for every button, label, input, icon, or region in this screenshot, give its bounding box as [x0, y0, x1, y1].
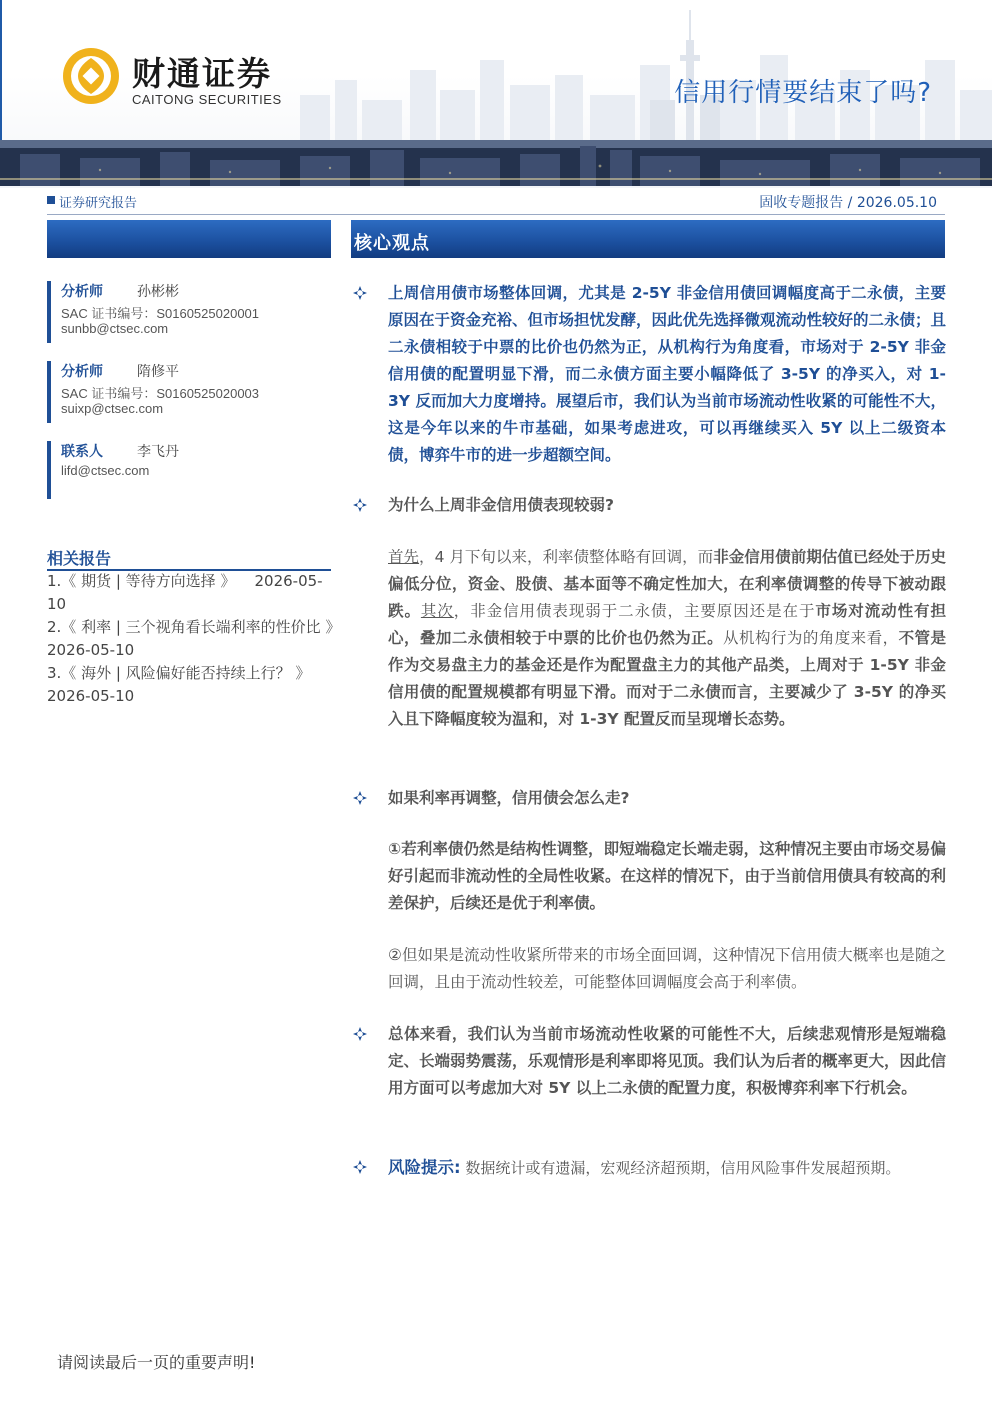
related-report-link[interactable] — [47, 570, 337, 616]
contact-email[interactable]: lifd@ctsec.com — [61, 463, 150, 478]
analyst-name: 孙彬彬 — [137, 284, 179, 300]
left-accent-line — [0, 0, 2, 140]
paragraph-keyword: 其次 — [420, 602, 454, 620]
related-reports-title: 相关报告 — [47, 549, 112, 568]
analyst-email[interactable]: sunbb@ctsec.com — [61, 321, 169, 336]
report-type-label: 证券研究报告 — [59, 196, 138, 211]
risk-notice — [388, 1154, 946, 1182]
diamond-bullet-icon — [352, 1026, 368, 1042]
header-banner — [0, 0, 992, 188]
footer-disclaimer: 请阅读最后一页的重要声明! — [57, 1353, 256, 1372]
related-report-title: 1.《 期货 | 等待方向选择 》 2026-05- — [47, 572, 323, 590]
related-report-date: 2026-05-10 — [47, 641, 135, 659]
scenario-one-paragraph: ①若利率债仍然是结构性调整，即短端稳定长端走弱，这种情况主要由市场交易偏好引起而非流动性的全局性收紧。在这样的情况下，由于当前信用债具有较高的利差保护，后续还是优于利率债。 — [388, 840, 947, 912]
analyst-cert: SAC 证书编号：S0160525020003 — [61, 386, 260, 401]
paragraph-text: ，非金信用债表现弱于二永债，主要原因还是在于 — [453, 602, 816, 620]
city-night-strip — [0, 140, 992, 186]
contact-card — [47, 441, 331, 499]
analyst-card-accent — [47, 281, 51, 343]
contact-card-accent — [47, 441, 51, 499]
logo-english-name: CAITONG SECURITIES — [132, 92, 282, 107]
paragraph-text: ，4 月下旬以来，利率债整体略有回调，而 — [419, 548, 714, 566]
paragraph-emphasis: 不管是作为交易盘主力的基金还是作为配置盘主力的其他产品类，上周对于 1-5Y 非金信用债的配置规模都有明显下滑。而对于二永债而言，主要减少了 3-5Y 的净买入且下降幅度较为温和，对 1-3Y 配置反而呈现增长态势。 — [388, 629, 946, 728]
analyst-name: 隋修平 — [137, 364, 179, 380]
core-view-title: 核心观点 — [354, 233, 430, 254]
analyst-email[interactable]: suixp@ctsec.com — [61, 401, 164, 416]
analyst-card — [47, 281, 331, 343]
related-report-title: 3.《 海外 | 风险偏好能否持续上行？ 》 — [47, 664, 311, 682]
analyst-card-accent — [47, 361, 51, 423]
paragraph-keyword: 首先 — [388, 548, 420, 566]
header-divider — [47, 214, 945, 215]
analysis-paragraph — [388, 544, 946, 733]
diamond-bullet-icon — [352, 790, 368, 806]
core-point-summary: 上周信用债市场整体回调，尤其是 2-5Y 非金信用债回调幅度高于二永债，主要原因在于资金充裕、但市场担忧发酵，因此优先选择微观流动性较好的二永债；且二永债相较于中票的比价也仍然为正，从机构行为角度看，市场对于 2-5Y 非金信用债的配置明显下滑，而二永债方面主要小幅降低了 3-5Y 的净买入，对 1-3Y 反而加大力度增持。展望后市，我们认为当前市场流动性收紧的可能性不大，这是今年以来的牛市基础，如果考虑进攻，可以再继续买入 5Y 以上二级资本债，博弈牛市的进一步超额空间。 — [388, 284, 947, 464]
diamond-bullet-icon — [352, 1159, 368, 1175]
analyst-cert: SAC 证书编号：S0160525020001 — [61, 306, 260, 321]
analyst-role: 分析师 — [61, 284, 103, 300]
contact-role: 联系人 — [61, 444, 103, 460]
question-heading: 为什么上周非金信用债表现较弱? — [388, 496, 614, 514]
related-report-link[interactable] — [47, 662, 337, 708]
paragraph-emphasis: 非金信用债前期估值已经处于历史偏低分位，资金、股债、基本面等不确定性加大，在利率债调整的传导下被动跟跌。 — [388, 548, 946, 620]
conclusion-paragraph: 总体来看，我们认为当前市场流动性收紧的可能性不大，后续悲观情形是短端稳定、长端弱势震荡，乐观情形是利率即将见顶。我们认为后者的概率更大，因此信用方面可以考虑加大对 5Y 以上二永债的配置力度，积极博弈利率下行机会。 — [388, 1025, 947, 1097]
related-report-title: 2.《 利率 | 三个视角看长端利率的性价比 》 — [47, 618, 341, 636]
risk-text: 数据统计或有遗漏，宏观经济超预期，信用风险事件发展超预期。 — [460, 1159, 901, 1177]
left-column-header-bar — [47, 220, 331, 258]
analyst-role: 分析师 — [61, 364, 103, 380]
diamond-bullet-icon — [352, 285, 368, 301]
risk-label: 风险提示: — [388, 1158, 461, 1177]
contact-name: 李飞丹 — [137, 444, 179, 460]
question-heading: 如果利率再调整，信用债会怎么走? — [388, 789, 630, 807]
related-report-date: 10 — [47, 595, 67, 613]
square-bullet-icon — [47, 196, 55, 204]
sub-header — [47, 192, 945, 212]
related-report-date: 2026-05-10 — [47, 687, 135, 705]
logo-chinese-name: 财通证券 — [132, 54, 272, 93]
caitong-coin-icon — [60, 44, 122, 108]
report-title: 信用行情要结束了吗? — [674, 78, 932, 108]
report-category-date: 固收专题报告 / 2026.05.10 — [759, 195, 937, 211]
diamond-bullet-icon — [352, 497, 368, 513]
analyst-card — [47, 361, 331, 423]
core-view-header-bar — [351, 220, 945, 258]
paragraph-emphasis: 市场对流动性有担心，叠加二永债相较于中票的比价也仍然为正。 — [388, 602, 946, 647]
paragraph-text: 从机构行为的角度来看， — [723, 629, 899, 647]
related-report-link[interactable] — [47, 616, 341, 662]
scenario-two-paragraph: ②但如果是流动性收紧所带来的市场全面回调，这种情况下信用债大概率也是随之回调，且由于流动性较差，可能整体回调幅度会高于利率债。 — [388, 946, 946, 991]
company-logo — [60, 44, 300, 114]
